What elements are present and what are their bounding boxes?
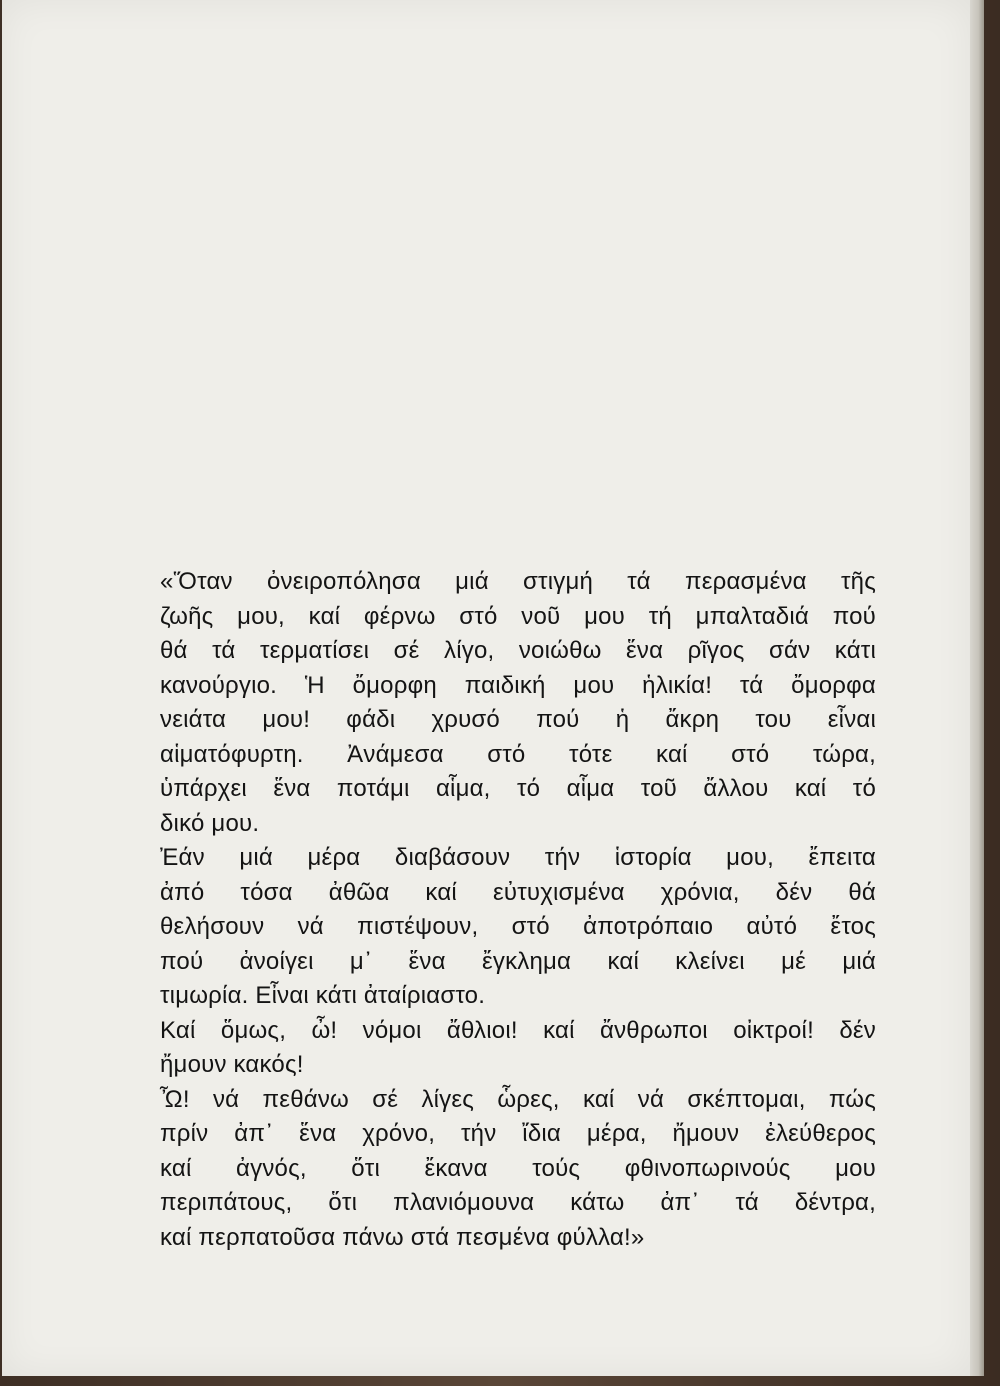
text-line: κανούργιο. Ἡ ὄμορφη παιδική μου ἡλικία! τά ὄμορφα [160,671,876,699]
text-line: Καί ὅμως, ὦ! νόμοι ἄθλιοι! καί ἄνθρωποι οἰκτροί! δέν [160,1016,876,1044]
text-line: ἤμουν κακός! [160,1051,304,1078]
text-line: πού ἀνοίγει μ᾿ ἕνα ἔγκλημα καί κλείνει μέ μιά [160,947,876,975]
text-line: «Ὅταν ὀνειροπόλησα μιά στιγμή τά περασμένα τῆς [160,568,876,595]
text-line: νειάτα μου! φάδι χρυσό πού ἡ ἄκρη του εἶναι [160,706,876,733]
text-line: πρίν ἀπ᾿ ἕνα χρόνο, τήν ἴδια μέρα, ἤμουν ἐλεύθερος [160,1120,876,1147]
text-line: τιμωρία. Εἶναι κάτι ἀταίριαστο. [160,982,486,1009]
text-line: ὑπάρχει ἕνα ποτάμι αἷμα, τό αἷμα τοῦ ἄλλου καί τό [160,775,876,802]
text-line: καί περπατοῦσα πάνω στά πεσμένα φύλλα!» [160,1223,645,1251]
text-line: ἀπό τόσα ἀθῶα καί εὐτυχισμένα χρόνια, δέν θά [160,878,876,906]
paragraph-3 [160,1014,876,1083]
text-line: θελήσουν νά πιστέψουν, στό ἀποτρόπαιο αὐτό ἔτος [160,913,876,940]
paragraph-1 [160,565,876,841]
text-line: περιπάτους, ὅτι πλανιόμουνα κάτω ἀπ᾿ τά δέντρα, [160,1189,876,1216]
paragraph-2 [160,841,876,1014]
text-line: καί ἀγνός, ὅτι ἔκανα τούς φθινοπωρινούς μου [160,1154,876,1182]
quote-text-block [160,565,876,1255]
text-line: ζωῆς μου, καί φέρνω στό νοῦ μου τή μπαλταδιά πού [160,602,876,630]
page-edge [970,0,984,1376]
paragraph-4 [160,1083,876,1256]
text-line: αἱματόφυρτη. Ἀνάμεσα στό τότε καί στό τώρα, [160,740,876,768]
text-line: Ὦ! νά πεθάνω σέ λίγες ὧρες, καί νά σκέπτομαι, πώς [160,1085,876,1113]
text-line: θά τά τερματίσει σέ λίγο, νοιώθω ἕνα ρῖγος σάν κάτι [160,637,876,664]
text-line: δικό μου. [160,809,260,837]
text-line: Ἐάν μιά μέρα διαβάσουν τήν ἱστορία μου, ἔπειτα [160,844,876,871]
